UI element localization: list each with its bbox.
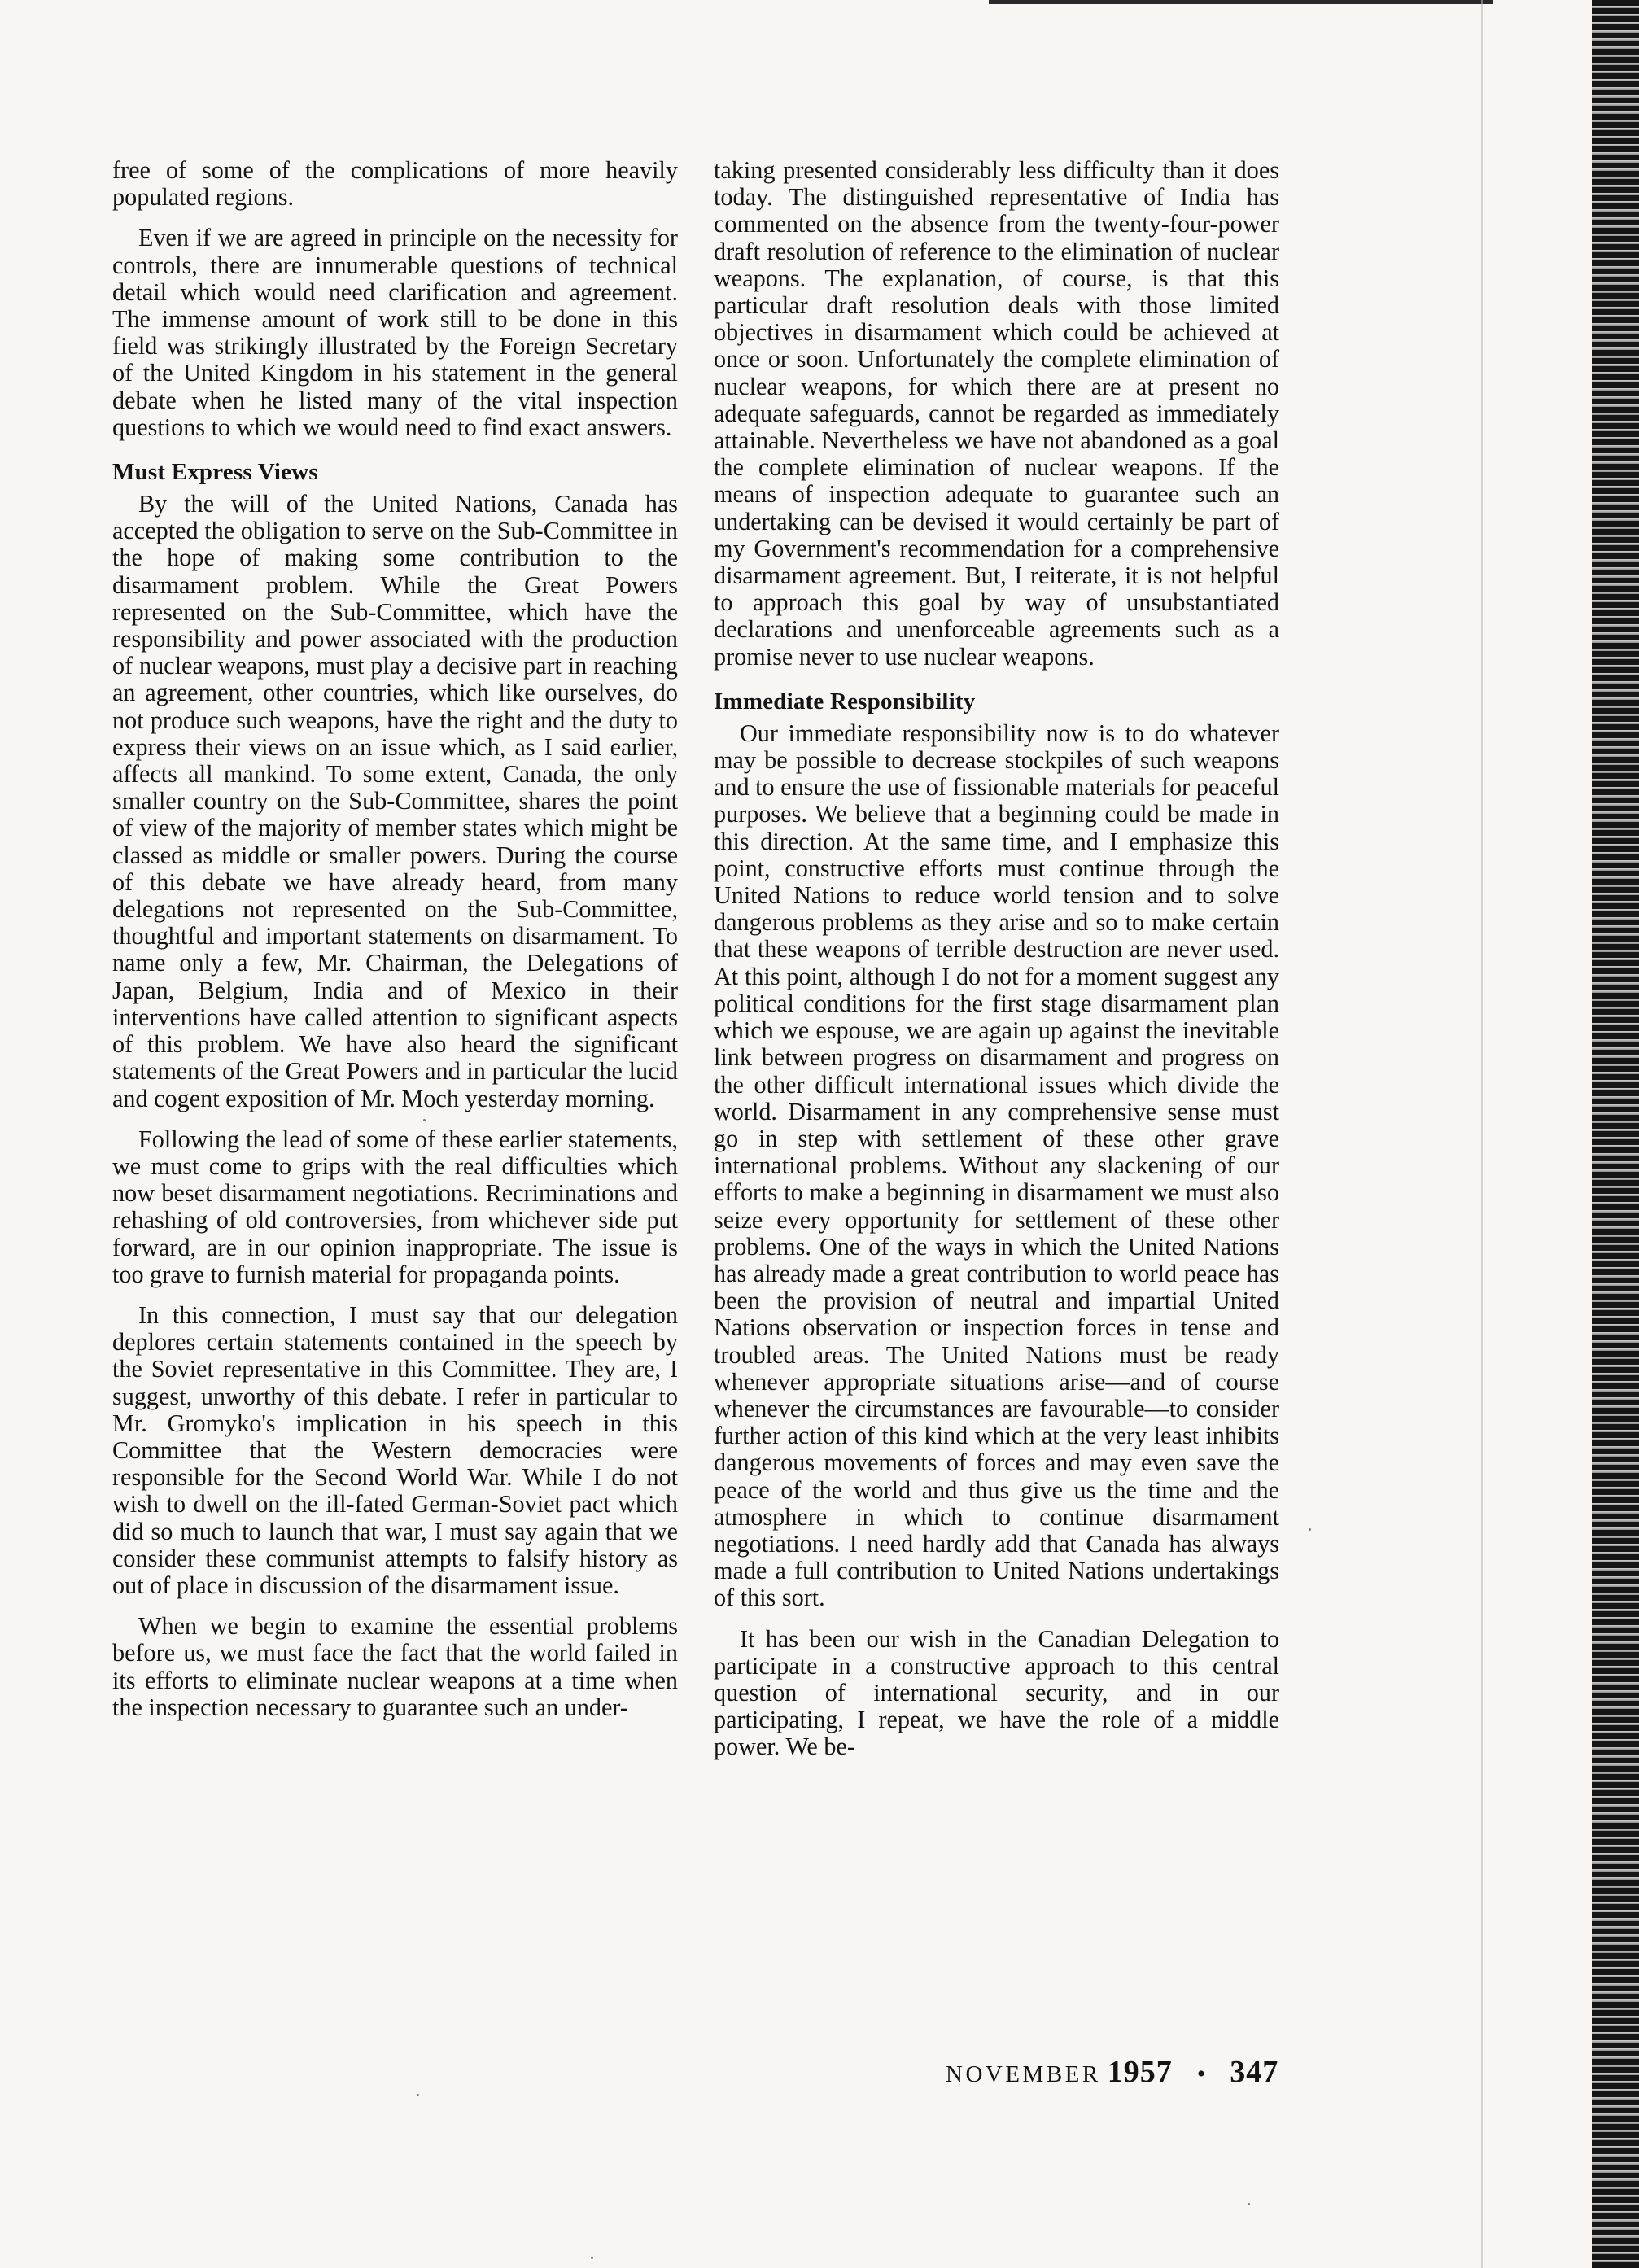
paragraph: It has been our wish in the Canadian Delegation to participate in a constructive approach to this central question of international security, and in our participating, I repeat, we have the role of a middle power. We be- <box>714 1624 1279 1761</box>
scan-right-edge <box>1592 0 1639 2268</box>
left-column <box>112 157 678 1735</box>
paragraph: Even if we are agreed in principle on the necessity for controls, there are innumerable questions of technical detail which would need clarification and agreement. The immense amount of work still to be done in this field was strikingly illustrated by the Foreign Secretary of the United Kingdom in his statement in the general debate when he listed many of the vital inspection questions to which we would need to find exact answers. <box>112 224 678 441</box>
scan-fold-line <box>1481 0 1483 2268</box>
paragraph: taking presented considerably less difficulty than it does today. The distinguished representative of India has commented on the absence from the twenty-four-power draft resolution of reference to the elimination of nuclear weapons. The explanation, of course, is that this particular draft resolution deals with those limited objectives in disarmament which could be achieved at once or soon. Unfortunately the complete elimination of nuclear weapons, for which there are at present no adequate safeguards, cannot be regarded as immediately attainable. Nevertheless we have not abandoned as a goal the complete elimination of nuclear weapons. If the means of inspection adequate to guarantee such an undertaking can be devised it would certainly be part of my Government's recommendation for a comprehensive disarmament agreement. But, I reiterate, it is not helpful to approach this goal by way of unsubstantiated declarations and unenforceable agreements such as a promise never to use nuclear weapons. <box>714 156 1279 671</box>
paragraph: Following the lead of some of these earlier statements, we must come to grips with the real difficulties which now beset disarmament negotiations. Recriminations and rehashing of old controversies, from whichever side put forward, are in our opinion inappropriate. The issue is too grave to furnish material for propaganda points. <box>112 1125 678 1288</box>
scan-speck <box>591 2257 593 2259</box>
paragraph: By the will of the United Nations, Canada has accepted the obligation to serve on the Sub-Committee in the hope of making some contribution to the disarmament problem. While the Great Powers represented on the Sub-Committee, which have the responsibility and power associated with the production of nuclear weapons, must play a decisive part in reaching an agreement, other countries, which like ourselves, do not produce such weapons, have the right and the duty to express their views on an issue which, as I said earlier, affects all mankind. To some extent, Canada, the only smaller country on the Sub-Committee, shares the point of view of the majority of member states which might be classed as middle or smaller powers. During the course of this debate we have already heard, from many delegations not represented on the Sub-Committee, thoughtful and important statements on disarmament. To name only a few, Mr. Chairman, the Delegations of Japan, Belgium, India and of Mexico in their interventions have called attention to significant aspects of this problem. We have also heard the significant statements of the Great Powers and in particular the lucid and cogent exposition of Mr. Moch yesterday morning. <box>112 490 678 1112</box>
paragraph: free of some of the complications of more heavily populated regions. <box>112 156 678 212</box>
footer-separator: • <box>1196 2060 1206 2087</box>
scan-speck <box>417 2094 419 2096</box>
paragraph: Our immediate responsibility now is to do whatever may be possible to decrease stockpiles of such weapons and to ensure the use of fissionable materials for peaceful purposes. We believe that a beginning could be made in this direction. At the same time, and I emphasize this point, constructive efforts must continue through the United Nations to reduce world tension and to solve dangerous problems as they arise and so to make certain that these weapons of terrible destruction are never used. At this point, although I do not for a moment suggest any political conditions for the first stage disarmament plan which we espouse, we are again up against the inevitable link between progress on disarmament and progress on the other difficult international issues which divide the world. Disarmament in any comprehensive sense must go in step with settlement of these other grave international problems. Without any slackening of our efforts to make a beginning in disarmament we must also seize every opportunity for settlement of these other problems. One of the ways in which the United Nations has already made a great contribution to world peace has been the provision of neutral and impartial United Nations observation or inspection forces in tense and troubled areas. The United Nations must be ready whenever appropriate situations arise—and of course whenever the circumstances are favourable—to consider further action of this kind which at the very least inhibits dangerous movements of forces and may even save the peace of the world and thus give us the time and the atmosphere in which to continue disarmament negotiations. I need hardly add that Canada has always made a full contribution to United Nations undertakings of this sort. <box>714 719 1279 1612</box>
paragraph: In this connection, I must say that our delegation deplores certain statements contained in the speech by the Soviet representative in this Committee. They are, I suggest, unworthy of this debate. I refer in particular to Mr. Gromyko's implication in his speech in this Committee that the Western democracies were responsible for the Second World War. While I do not wish to dwell on the ill-fated German-Soviet pact which did so much to launch that war, I must say again that we consider these communist attempts to falsify history as out of place in discussion of the disarmament issue. <box>112 1300 678 1599</box>
page-footer <box>946 2054 1278 2090</box>
paragraph: When we begin to examine the essential problems before us, we must face the fact that the world failed in its efforts to eliminate nuclear weapons at a time when the inspection necessary to guarantee such an under- <box>112 1612 678 1721</box>
footer-year: 1957 <box>1107 2055 1173 2089</box>
scan-speck <box>1309 1528 1311 1531</box>
section-heading: Must Express Views <box>112 459 318 486</box>
section-heading: Immediate Responsibility <box>714 688 976 714</box>
page-number: 347 <box>1230 2055 1279 2089</box>
scan-speck <box>1248 2203 1250 2205</box>
footer-month: NOVEMBER <box>946 2061 1101 2087</box>
right-column <box>714 157 1279 1775</box>
scan-top-edge <box>989 0 1493 4</box>
